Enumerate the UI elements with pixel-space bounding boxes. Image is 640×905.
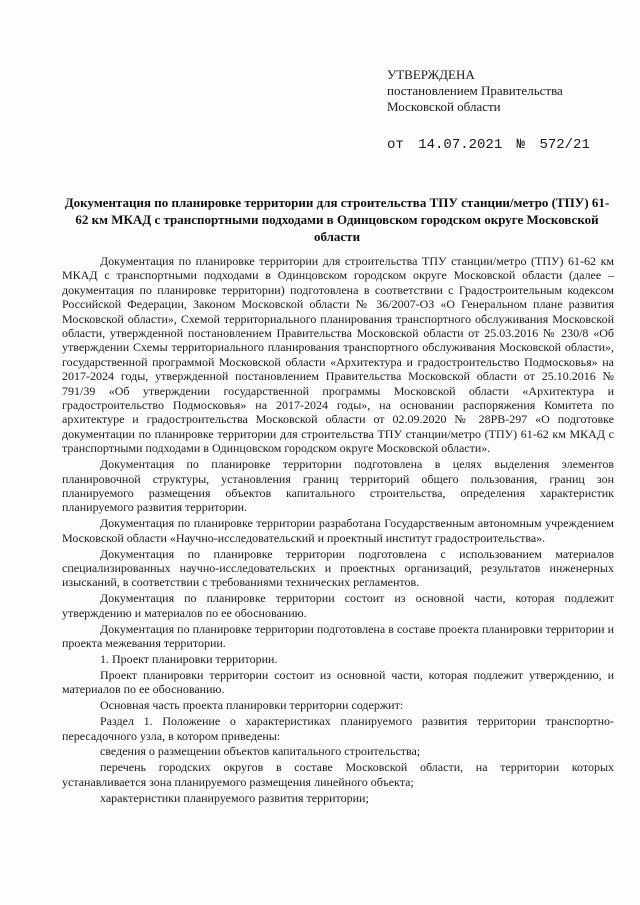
resolution-number: 572/21 <box>539 137 590 153</box>
approval-stamp <box>387 67 563 115</box>
paragraph: Документация по планировке территории состоит из основной части, которая подлежит утверждению и материалов по ее обоснованию. <box>62 591 614 620</box>
resolution-date: 14.07.2021 <box>418 137 503 153</box>
approval-line: Московской области <box>387 99 501 114</box>
paragraph: Раздел 1. Положение о характеристиках планируемого развития территории транспортно-пересадочного узла, в котором приведены: <box>62 714 614 743</box>
paragraph: характеристики планируемого развития территории; <box>100 790 369 805</box>
paragraph: 1. Проект планировки территории. <box>100 651 278 666</box>
date-prefix: от <box>387 137 404 153</box>
paragraph: Проект планировки территории состоит из основной части, которая подлежит утверждению, и материалов по ее обоснованию. <box>62 667 614 697</box>
document-body <box>62 254 614 807</box>
paragraph: Документация по планировке территории подготовлена с использованием материалов специализированных научно-исследовательских и проектных организаций, результатов инженерных изысканий, в соответствии с требованиями технических регламентов. <box>62 546 614 590</box>
paragraph: Документация по планировке территории для строительства ТПУ станции/метро (ТПУ) 61-62 км МКАД с транспортными подходами в Одинцовском городском округе Московской области (далее – документация по планировке территории) подготовлена в соответствии с Градостроительным кодексом Российской Федерации, Законом Московской области № 36/2007-ОЗ «О Генеральном плане развития Московской области», Схемой территориального планирования транспортного обслуживания Московской области, утвержденной постановлением Правительства Московской области от 25.03.2016 № 230/8 «Об утверждении Схемы территориального планирования транспортного обслуживания Московской области», государственной программой Московской области «Архитектура и градостроительство Подмосковья» на 2017-2024 годы, утвержденной постановлением Правительства Московской области от 25.10.2016 № 791/39 «Об утверждении государственной программы Московской области «Архитектура и градостроительство Подмосковья» на 2017-2024 годы», на основании распоряжения Комитета по архитектуре и градостроительства Московской области от 02.09.2020 № 28РВ-297 «О подготовке документации по планировке территории для строительства ТПУ станции/метро (ТПУ) 61-62 км МКАД с транспортными подходами в Одинцовском городском округе Московской области». <box>62 254 614 456</box>
paragraph: Основная часть проекта планировки территории содержит: <box>100 698 404 713</box>
paragraph: перечень городских округов в составе Московской области, на территории которых устанавливается зона планируемого размещения линейного объекта; <box>62 760 614 789</box>
number-sign: № <box>516 137 526 153</box>
approval-line: постановлением Правительства <box>387 83 563 98</box>
resolution-date-number <box>387 137 596 153</box>
document-title: Документация по планировке территории для строительства ТПУ станции/метро (ТПУ) 61-62 км МКАД с транспортными подходами в Одинцовском городском округе Московской области <box>64 195 610 244</box>
paragraph: Документация по планировке территории подготовлена в целях выделения элементов планировочной структуры, установления границ территорий общего пользования, границ зон планируемого размещения объектов капитального строительства, определения характеристик планируемого развития территории. <box>62 457 614 515</box>
paragraph: Документация по планировке территории подготовлена в составе проекта планировки территории и проекта межевания территории. <box>62 621 614 651</box>
approval-heading: УТВЕРЖДЕНА <box>387 67 475 82</box>
paragraph: сведения о размещении объектов капитального строительства; <box>100 744 421 759</box>
paragraph: Документация по планировке территории разработана Государственным автономным учреждением Московской области «Научно-исследовательский и проектный институт градостроительства». <box>62 516 614 545</box>
